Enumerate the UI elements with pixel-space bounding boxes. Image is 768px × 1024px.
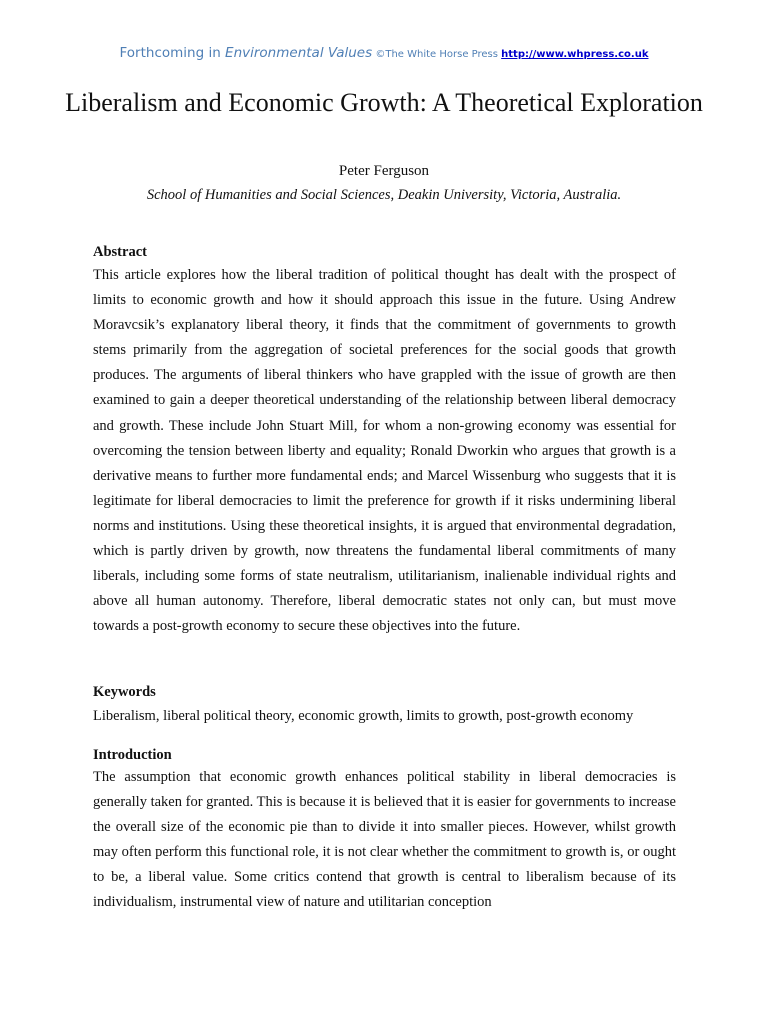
author-name: Peter Ferguson [338,163,430,179]
header-journal-name: Environmental Values [225,45,373,61]
author-affiliation: School of Humanities and Social Sciences, Deakin University, Victoria, Australia. [146,187,622,203]
header-prefix: Forthcoming in [119,45,226,61]
keywords-text: Liberalism, liberal political theory, economic growth, limits to growth, post-growth economy [93,708,634,724]
keywords-heading: Keywords [93,684,156,700]
abstract-text: This article explores how the liberal tradition of political thought has dealt with the prospect of limits to economic growth and how it should approach this issue in the future. Using Andrew Moravcsik’s explanatory liberal theory, it finds that the commitment of governments to growth stems primarily from the aggregation of societal preferences for the social goods that growth produces. The arguments of liberal thinkers who have grappled with the issue of growth are then examined to gain a deeper theoretical understanding of the relationship between liberal democracy and growth. These include John Stuart Mill, for whom a non-growing economy was essential for overcoming the tension between liberty and equality; Ronald Dworkin who argues that growth is a derivative means to further more fundamental ends; and Marcel Wissenburg who suggests that it is legitimate for liberal democracies to limit the preference for growth if it risks undermining liberal norms and institutions. Using these theoretical insights, it is argued that environmental degradation, which is partly driven by growth, now threatens the fundamental liberal commitments of many liberals, including some forms of state neutralism, utilitarianism, inalienable individual rights and above all human autonomy. Therefore, liberal democratic states not only can, but must move towards a post-growth economy to secure these objectives into the future. [93,267,676,635]
journal-header [0,42,768,61]
paper-title: Liberalism and Economic Growth: A Theoretical Exploration [65,88,703,117]
header-press: ©The White Horse Press [372,49,502,60]
introduction-text: The assumption that economic growth enhances political stability in liberal democracies is generally taken for granted. This is because it is believed that it is easier for governments to increase the overall size of the economic pie than to divide it into smaller pieces. However, whilst growth may often perform this functional role, it is not clear whether the commitment to growth is, or ought to be, a liberal value. Some critics contend that growth is central to liberalism because of its individualism, instrumental view of nature and utilitarian conception [93,769,676,911]
publisher-link[interactable]: http://www.whpress.co.uk [501,49,649,60]
abstract-heading: Abstract [93,244,147,260]
introduction-heading: Introduction [93,747,172,763]
